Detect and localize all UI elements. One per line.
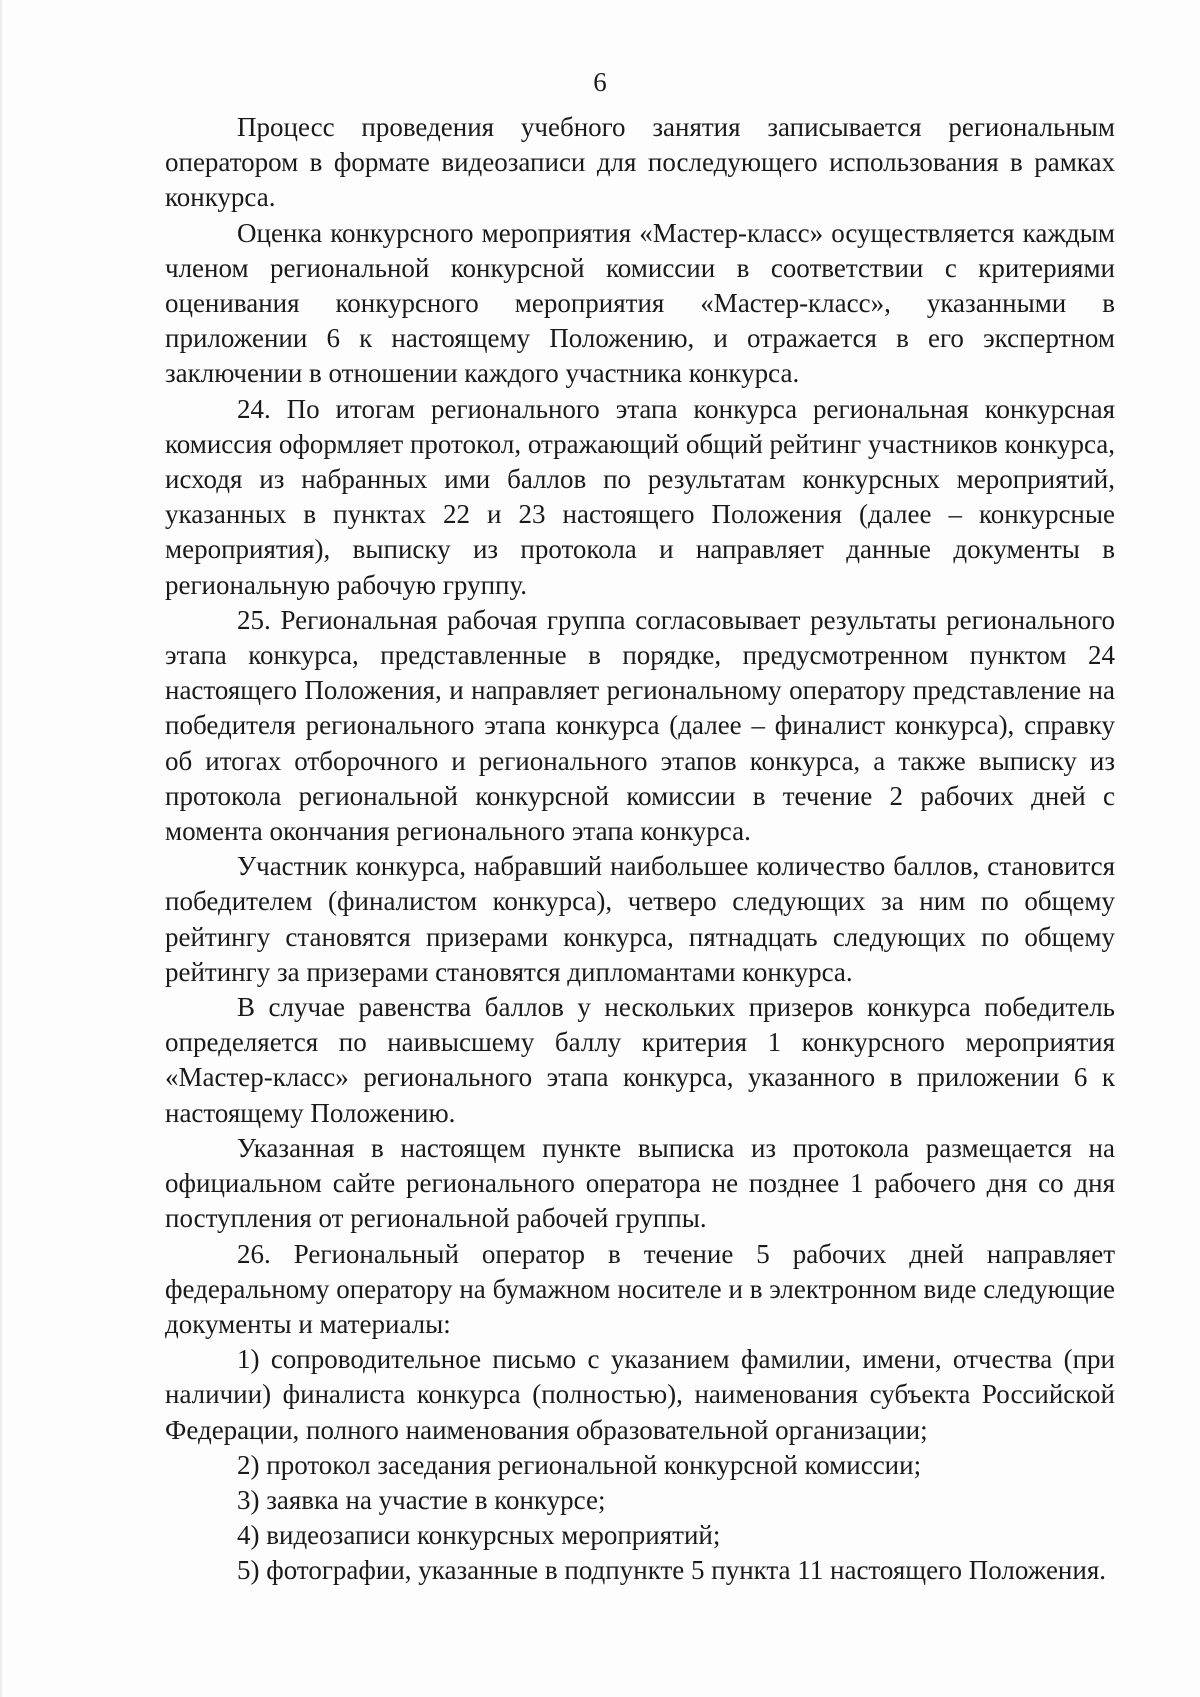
paragraph-tie-break: В случае равенства баллов у нескольких призеров конкурса победитель определяется по наивысшему баллу критерия 1 конкурсного мероприятия «Мастер-класс» регионального этапа конкурса, указанного в приложении 6 к настоящему Положению. [165,992,1115,1128]
paragraph-master-class-evaluation: Оценка конкурсного мероприятия «Мастер-класс» осуществляется каждым членом региональной конкурсной комиссии в соответствии с критериями оценивания конкурсного мероприятия «Мастер-класс», указанными в приложении 6 к настоящему Положению, и отражается в его экспертном заключении в отношении каждого участника конкурса. [165,217,1115,389]
paragraph-winner-definition: Участник конкурса, набравший наибольшее количество баллов, становится победителем (финалистом конкурса), четверо следующих за ним по общему рейтингу становятся призерами конкурса, пятнадцать следующих по общему рейтингу за призерами становятся дипломантами конкурса. [165,851,1115,987]
list-item-1: 1) сопроводительное письмо с указанием фамилии, имени, отчества (при наличии) финалиста конкурса (полностью), наименования субъекта Российской Федерации, полного наименования образовательной организации; [165,1344,1115,1445]
paragraph-item-25: 25. Региональная рабочая группа согласовывает результаты регионального этапа конкурса, представленные в порядке, предусмотренном пунктом 24 настоящего Положения, и направляет региональному оператору представление на победителя регионального этапа конкурса (далее – финалист конкурса), справку об итогах отборочного и регионального этапов конкурса, а также выписку из протокола региональной конкурсной комиссии в течение 2 рабочих дней с момента окончания регионального этапа конкурса. [165,604,1115,847]
page-number: 6 [593,67,607,97]
paragraph-item-26: 26. Региональный оператор в течение 5 рабочих дней направляет федеральному оператору на бумажном носителе и в электронном виде следующие документы и материалы: [165,1238,1115,1339]
list-item-4: 4) видеозаписи конкурсных мероприятий; [237,1520,721,1551]
list-item-2: 2) протокол заседания региональной конкурсной комиссии; [237,1449,922,1480]
document-body [165,110,1115,1589]
paragraph-item-24: 24. По итогам регионального этапа конкурса региональная конкурсная комиссия оформляет протокол, отражающий общий рейтинг участников конкурса, исходя из набранных ими баллов по результатам конкурсных мероприятий, указанных в пунктах 22 и 23 настоящего Положения (далее – конкурсные мероприятия), выписку из протокола и направляет данные документы в региональную рабочую группу. [165,393,1115,600]
scan-edge [0,0,3,1697]
paragraph-publication: Указанная в настоящем пункте выписка из протокола размещается на официальном сайте регионального оператора не позднее 1 рабочего дня со дня поступления от региональной рабочей группы. [165,1132,1115,1234]
list-item-5: 5) фотографии, указанные в подпункте 5 пункта 11 настоящего Положения. [237,1555,1106,1586]
list-item-3: 3) заявка на участие в конкурсе; [237,1484,606,1515]
paragraph-video-recording: Процесс проведения учебного занятия записывается региональным оператором в формате видеозаписи для последующего использования в рамках конкурса. [165,112,1115,213]
